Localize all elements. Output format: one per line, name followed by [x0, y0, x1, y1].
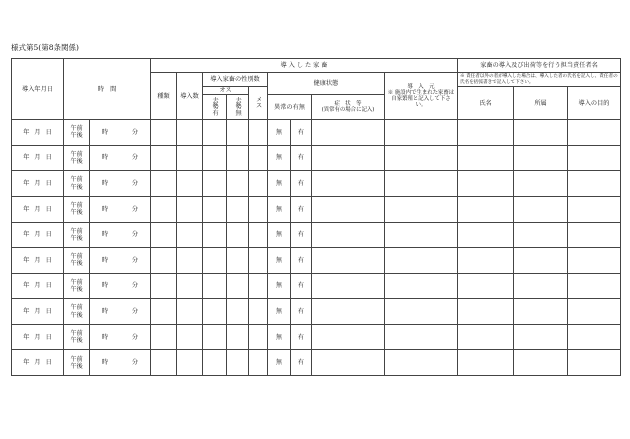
- pm-label: 午後: [70, 209, 83, 217]
- affiliation-cell[interactable]: [514, 222, 568, 248]
- abnormal-present-cell[interactable]: 有: [291, 273, 312, 299]
- date-cell[interactable]: [12, 120, 64, 146]
- day-label: 日: [45, 154, 52, 162]
- female-cell[interactable]: [249, 222, 268, 248]
- minute-label: 分: [131, 205, 139, 213]
- name-cell[interactable]: [458, 248, 514, 274]
- ampm-cell[interactable]: [64, 248, 90, 274]
- date-cell[interactable]: [12, 196, 64, 222]
- symptoms-cell[interactable]: [312, 222, 385, 248]
- purpose-cell[interactable]: [568, 196, 621, 222]
- affiliation-cell[interactable]: [514, 324, 568, 350]
- count-cell[interactable]: [177, 171, 203, 197]
- am-label: 午前: [70, 355, 83, 363]
- count-cell[interactable]: [177, 350, 203, 376]
- name-cell[interactable]: [458, 171, 514, 197]
- header-health: 健康状態: [268, 73, 385, 95]
- form-title: 様式第5(第8条関係): [11, 43, 79, 52]
- purpose-cell[interactable]: [568, 222, 621, 248]
- origin-cell[interactable]: [385, 299, 458, 325]
- count-cell[interactable]: [177, 299, 203, 325]
- minute-label: 分: [131, 359, 139, 367]
- female-cell[interactable]: [249, 171, 268, 197]
- origin-note: ※ 施設内で生まれた家畜は自家繁殖と記入して下さい。: [387, 89, 455, 109]
- header-manager-note: ※ 責任者以外の者が導入した場合は、導入した者の氏名を記入し、責任者の氏名を括弧書きで記入して下さい。: [458, 73, 621, 87]
- pm-label: 午後: [70, 285, 83, 293]
- not-castrated-cell[interactable]: [227, 120, 249, 146]
- ampm-cell[interactable]: [64, 222, 90, 248]
- abnormal-present-cell[interactable]: 有: [291, 120, 312, 146]
- time-cell[interactable]: [90, 248, 151, 274]
- purpose-cell[interactable]: [568, 324, 621, 350]
- abnormal-none-cell[interactable]: 無: [268, 222, 291, 248]
- abnormal-present-cell[interactable]: 有: [291, 171, 312, 197]
- origin-cell[interactable]: [385, 171, 458, 197]
- date-cell[interactable]: [12, 324, 64, 350]
- am-label: 午前: [70, 227, 83, 235]
- purpose-cell[interactable]: [568, 248, 621, 274]
- ampm-cell[interactable]: [64, 171, 90, 197]
- minute-label: 分: [131, 282, 139, 290]
- ampm-cell[interactable]: [64, 273, 90, 299]
- species-cell[interactable]: [151, 299, 177, 325]
- pm-label: 午後: [70, 132, 83, 140]
- symptoms-cell[interactable]: [312, 171, 385, 197]
- not-castrated-cell[interactable]: [227, 145, 249, 171]
- castrated-cell[interactable]: [203, 299, 227, 325]
- header-name: 氏名: [458, 87, 514, 120]
- table-row: [12, 248, 621, 274]
- date-cell[interactable]: [12, 248, 64, 274]
- header-species: 種類: [151, 73, 177, 120]
- female-cell[interactable]: [249, 299, 268, 325]
- female-cell[interactable]: [249, 248, 268, 274]
- date-cell[interactable]: [12, 171, 64, 197]
- count-cell[interactable]: [177, 222, 203, 248]
- date-cell[interactable]: [12, 299, 64, 325]
- not-castrated-cell[interactable]: [227, 222, 249, 248]
- purpose-cell[interactable]: [568, 145, 621, 171]
- hour-label: 時: [101, 205, 109, 213]
- castrated-cell[interactable]: [203, 145, 227, 171]
- time-cell[interactable]: [90, 273, 151, 299]
- hour-label: 時: [101, 359, 109, 367]
- livestock-intake-ledger: [11, 58, 621, 376]
- purpose-cell[interactable]: [568, 299, 621, 325]
- castrated-cell[interactable]: [203, 273, 227, 299]
- purpose-cell[interactable]: [568, 350, 621, 376]
- not-castrated-cell[interactable]: [227, 248, 249, 274]
- symptoms-cell[interactable]: [312, 350, 385, 376]
- not-castrated-cell[interactable]: [227, 273, 249, 299]
- name-cell[interactable]: [458, 196, 514, 222]
- year-label: 年: [23, 359, 30, 367]
- pm-label: 午後: [70, 260, 83, 268]
- symptoms-title: 症 状 等: [334, 100, 362, 107]
- day-label: 日: [45, 256, 52, 264]
- not-castrated-cell[interactable]: [227, 196, 249, 222]
- header-time: 時 間: [64, 59, 151, 120]
- not-castrated-cell[interactable]: [227, 299, 249, 325]
- month-label: 月: [34, 359, 41, 367]
- date-cell[interactable]: [12, 273, 64, 299]
- species-cell[interactable]: [151, 145, 177, 171]
- am-label: 午前: [70, 278, 83, 286]
- female-cell[interactable]: [249, 324, 268, 350]
- table-row: [12, 196, 621, 222]
- pm-label: 午後: [70, 183, 83, 191]
- purpose-cell[interactable]: [568, 120, 621, 146]
- minute-label: 分: [131, 308, 139, 316]
- header-origin: [385, 73, 458, 120]
- table-row: [12, 299, 621, 325]
- header-abnormal-flag: 異常の有無: [268, 95, 312, 120]
- castrated-cell[interactable]: [203, 350, 227, 376]
- month-label: 月: [34, 205, 41, 213]
- year-label: 年: [23, 282, 30, 290]
- symptoms-note: (異常有の場合に記入): [321, 107, 375, 114]
- abnormal-none-cell[interactable]: 無: [268, 273, 291, 299]
- am-label: 午前: [70, 150, 83, 158]
- year-label: 年: [23, 256, 30, 264]
- pm-label: 午後: [70, 311, 83, 319]
- name-cell[interactable]: [458, 324, 514, 350]
- symptoms-cell[interactable]: [312, 299, 385, 325]
- ampm-cell[interactable]: [64, 299, 90, 325]
- castrated-cell[interactable]: [203, 120, 227, 146]
- count-cell[interactable]: [177, 120, 203, 146]
- header-manager-title: 家畜の導入及び出荷等を行う担当責任者名: [458, 59, 621, 73]
- name-cell[interactable]: [458, 145, 514, 171]
- not-castrated-cell[interactable]: [227, 171, 249, 197]
- affiliation-cell[interactable]: [514, 273, 568, 299]
- header-male: オス: [203, 87, 249, 95]
- count-cell[interactable]: [177, 248, 203, 274]
- origin-cell[interactable]: [385, 248, 458, 274]
- species-cell[interactable]: [151, 171, 177, 197]
- species-cell[interactable]: [151, 248, 177, 274]
- minute-label: 分: [131, 128, 139, 136]
- minute-label: 分: [131, 333, 139, 341]
- table-row: [12, 120, 621, 146]
- hour-label: 時: [101, 128, 109, 136]
- month-label: 月: [34, 256, 41, 264]
- abnormal-none-cell[interactable]: 無: [268, 324, 291, 350]
- name-cell[interactable]: [458, 273, 514, 299]
- day-label: 日: [45, 359, 52, 367]
- time-cell[interactable]: [90, 171, 151, 197]
- symptoms-cell[interactable]: [312, 120, 385, 146]
- abnormal-none-cell[interactable]: 無: [268, 196, 291, 222]
- species-cell[interactable]: [151, 222, 177, 248]
- female-cell[interactable]: [249, 196, 268, 222]
- affiliation-cell[interactable]: [514, 350, 568, 376]
- pm-label: 午後: [70, 362, 83, 370]
- affiliation-cell[interactable]: [514, 120, 568, 146]
- month-label: 月: [34, 128, 41, 136]
- header-symptoms: [312, 95, 385, 120]
- month-label: 月: [34, 154, 41, 162]
- species-cell[interactable]: [151, 350, 177, 376]
- ampm-cell[interactable]: [64, 145, 90, 171]
- am-label: 午前: [70, 330, 83, 338]
- time-cell[interactable]: [90, 222, 151, 248]
- affiliation-cell[interactable]: [514, 145, 568, 171]
- month-label: 月: [34, 333, 41, 341]
- castrated-cell[interactable]: [203, 222, 227, 248]
- month-label: 月: [34, 308, 41, 316]
- year-label: 年: [23, 231, 30, 239]
- date-cell[interactable]: [12, 222, 64, 248]
- day-label: 日: [45, 308, 52, 316]
- not-castrated-cell[interactable]: [227, 324, 249, 350]
- minute-label: 分: [131, 231, 139, 239]
- origin-cell[interactable]: [385, 145, 458, 171]
- year-label: 年: [23, 128, 30, 136]
- year-label: 年: [23, 154, 30, 162]
- abnormal-present-cell[interactable]: 有: [291, 299, 312, 325]
- abnormal-present-cell[interactable]: 有: [291, 248, 312, 274]
- am-label: 午前: [70, 253, 83, 261]
- table-row: [12, 350, 621, 376]
- pm-label: 午後: [70, 234, 83, 242]
- table-row: [12, 171, 621, 197]
- name-cell[interactable]: [458, 299, 514, 325]
- castrated-cell[interactable]: [203, 196, 227, 222]
- origin-cell[interactable]: [385, 273, 458, 299]
- time-cell[interactable]: [90, 299, 151, 325]
- header-not-castrated: 去勢無: [227, 95, 249, 120]
- abnormal-present-cell[interactable]: 有: [291, 145, 312, 171]
- am-label: 午前: [70, 202, 83, 210]
- abnormal-none-cell[interactable]: 無: [268, 145, 291, 171]
- header-purpose: 導入の目的: [568, 87, 621, 120]
- day-label: 日: [45, 282, 52, 290]
- affiliation-cell[interactable]: [514, 171, 568, 197]
- name-cell[interactable]: [458, 350, 514, 376]
- count-cell[interactable]: [177, 196, 203, 222]
- am-label: 午前: [70, 304, 83, 312]
- am-label: 午前: [70, 125, 83, 133]
- hour-label: 時: [101, 256, 109, 264]
- year-label: 年: [23, 308, 30, 316]
- abnormal-present-cell[interactable]: 有: [291, 222, 312, 248]
- origin-title: 導 入 元: [407, 83, 435, 90]
- affiliation-cell[interactable]: [514, 248, 568, 274]
- header-sex-breakdown: 導入家畜の性別数: [203, 73, 268, 87]
- table-row: [12, 324, 621, 350]
- day-label: 日: [45, 205, 52, 213]
- origin-cell[interactable]: [385, 222, 458, 248]
- header-count: 導入数: [177, 73, 203, 120]
- time-cell[interactable]: [90, 145, 151, 171]
- castrated-cell[interactable]: [203, 171, 227, 197]
- day-label: 日: [45, 128, 52, 136]
- header-date: 導入年月日: [12, 59, 64, 120]
- date-cell[interactable]: [12, 350, 64, 376]
- abnormal-none-cell[interactable]: 無: [268, 120, 291, 146]
- minute-label: 分: [131, 154, 139, 162]
- date-cell[interactable]: [12, 145, 64, 171]
- am-label: 午前: [70, 176, 83, 184]
- ampm-cell[interactable]: [64, 120, 90, 146]
- table-row: [12, 273, 621, 299]
- ampm-cell[interactable]: [64, 324, 90, 350]
- symptoms-cell[interactable]: [312, 248, 385, 274]
- year-label: 年: [23, 180, 30, 188]
- symptoms-cell[interactable]: [312, 145, 385, 171]
- month-label: 月: [34, 231, 41, 239]
- symptoms-cell[interactable]: [312, 273, 385, 299]
- symptoms-cell[interactable]: [312, 196, 385, 222]
- time-cell[interactable]: [90, 350, 151, 376]
- time-cell[interactable]: [90, 120, 151, 146]
- day-label: 日: [45, 333, 52, 341]
- purpose-cell[interactable]: [568, 171, 621, 197]
- count-cell[interactable]: [177, 273, 203, 299]
- name-cell[interactable]: [458, 120, 514, 146]
- castrated-cell[interactable]: [203, 324, 227, 350]
- origin-cell[interactable]: [385, 350, 458, 376]
- origin-cell[interactable]: [385, 120, 458, 146]
- table-row: [12, 222, 621, 248]
- name-cell[interactable]: [458, 222, 514, 248]
- ampm-cell[interactable]: [64, 196, 90, 222]
- header-female: メス: [249, 87, 268, 120]
- species-cell[interactable]: [151, 196, 177, 222]
- year-label: 年: [23, 333, 30, 341]
- not-castrated-cell[interactable]: [227, 350, 249, 376]
- female-cell[interactable]: [249, 273, 268, 299]
- ledger-body: [12, 120, 621, 376]
- affiliation-cell[interactable]: [514, 299, 568, 325]
- table-row: [12, 145, 621, 171]
- affiliation-cell[interactable]: [514, 196, 568, 222]
- pm-label: 午後: [70, 337, 83, 345]
- header-introduced-group: 導 入 し た 家 畜: [151, 59, 458, 73]
- minute-label: 分: [131, 180, 139, 188]
- header-affiliation: 所属: [514, 87, 568, 120]
- minute-label: 分: [131, 256, 139, 264]
- hour-label: 時: [101, 308, 109, 316]
- month-label: 月: [34, 180, 41, 188]
- day-label: 日: [45, 231, 52, 239]
- header-castrated: 去勢有: [203, 95, 227, 120]
- ampm-cell[interactable]: [64, 350, 90, 376]
- origin-cell[interactable]: [385, 324, 458, 350]
- abnormal-present-cell[interactable]: 有: [291, 350, 312, 376]
- count-cell[interactable]: [177, 145, 203, 171]
- abnormal-none-cell[interactable]: 無: [268, 350, 291, 376]
- female-cell[interactable]: [249, 145, 268, 171]
- hour-label: 時: [101, 231, 109, 239]
- abnormal-present-cell[interactable]: 有: [291, 196, 312, 222]
- abnormal-none-cell[interactable]: 無: [268, 299, 291, 325]
- symptoms-cell[interactable]: [312, 324, 385, 350]
- purpose-cell[interactable]: [568, 273, 621, 299]
- month-label: 月: [34, 282, 41, 290]
- pm-label: 午後: [70, 158, 83, 166]
- female-cell[interactable]: [249, 350, 268, 376]
- female-cell[interactable]: [249, 120, 268, 146]
- year-label: 年: [23, 205, 30, 213]
- species-cell[interactable]: [151, 324, 177, 350]
- day-label: 日: [45, 180, 52, 188]
- count-cell[interactable]: [177, 324, 203, 350]
- abnormal-none-cell[interactable]: 無: [268, 248, 291, 274]
- hour-label: 時: [101, 154, 109, 162]
- time-cell[interactable]: [90, 324, 151, 350]
- castrated-cell[interactable]: [203, 248, 227, 274]
- hour-label: 時: [101, 282, 109, 290]
- origin-cell[interactable]: [385, 196, 458, 222]
- abnormal-none-cell[interactable]: 無: [268, 171, 291, 197]
- species-cell[interactable]: [151, 120, 177, 146]
- species-cell[interactable]: [151, 273, 177, 299]
- time-cell[interactable]: [90, 196, 151, 222]
- hour-label: 時: [101, 180, 109, 188]
- hour-label: 時: [101, 333, 109, 341]
- abnormal-present-cell[interactable]: 有: [291, 324, 312, 350]
